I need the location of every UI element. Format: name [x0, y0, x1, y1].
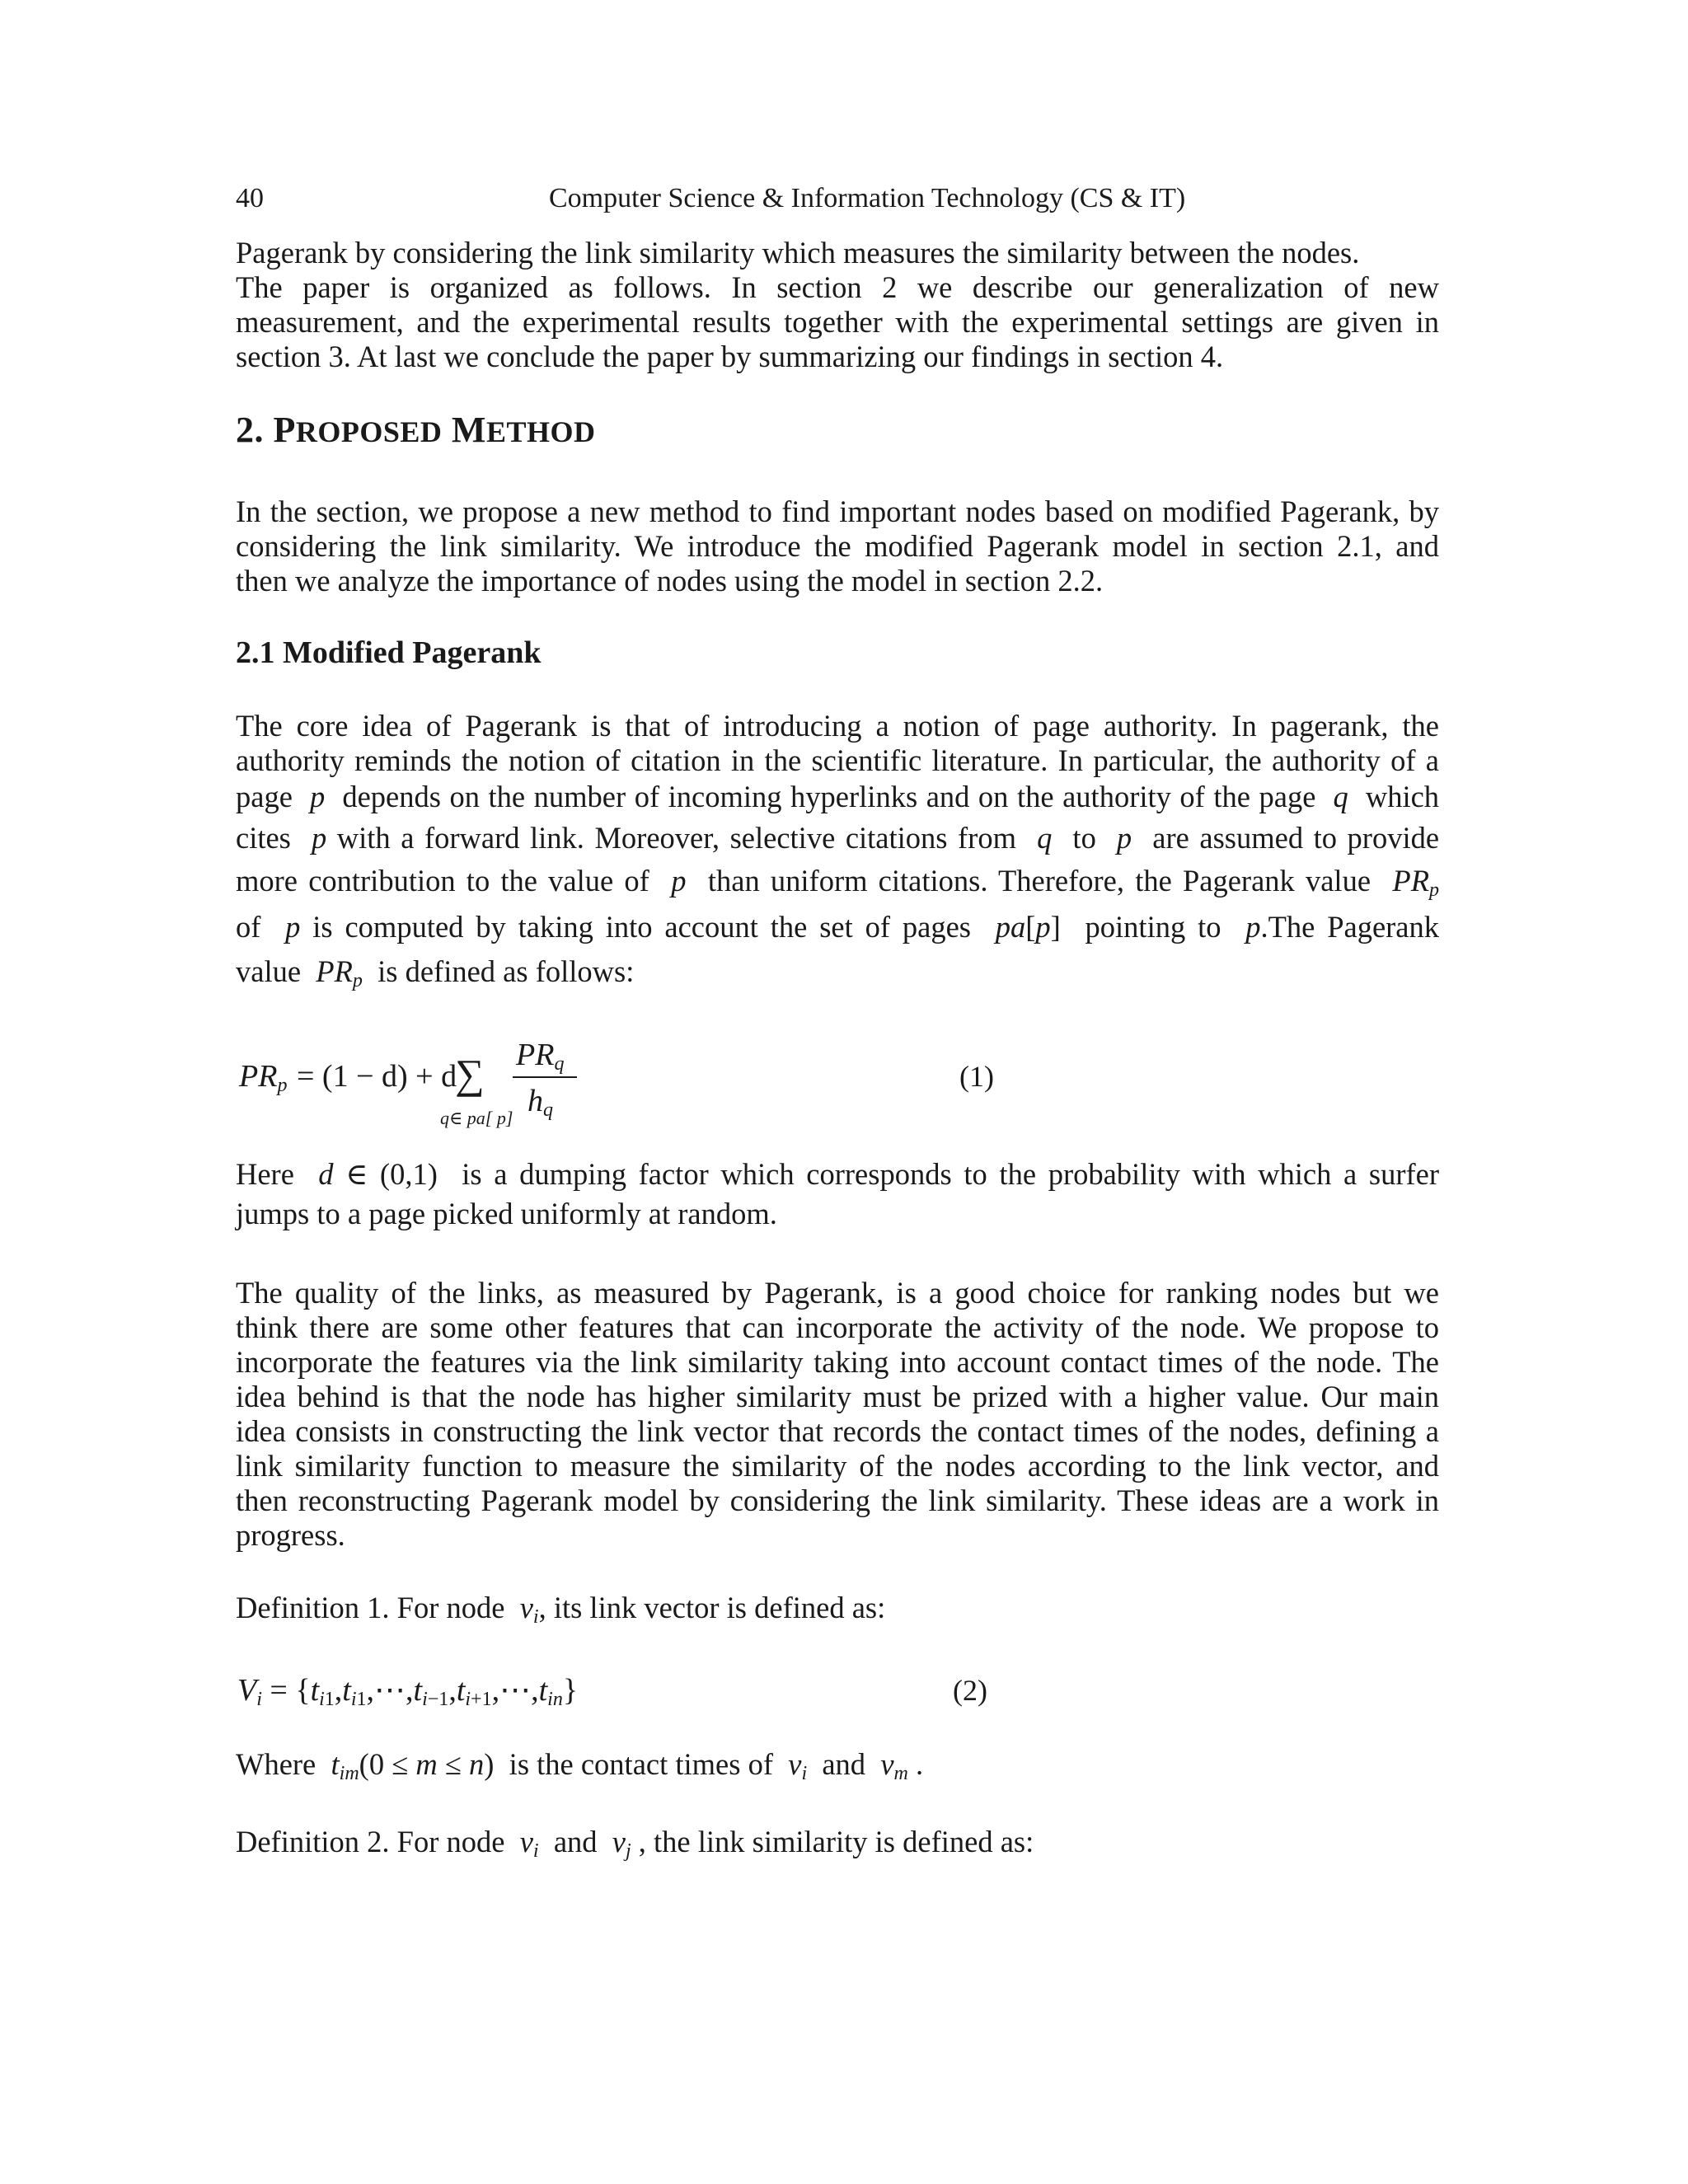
pr-line-2: authority reminds the notion of citation in the scientific literature. In particular, the authority of a	[236, 743, 1439, 777]
dump-line-2: jumps to a page picked uniformly at random.	[236, 1197, 777, 1230]
intro-paragraphs	[236, 236, 1439, 374]
pr-line-1: The core idea of Pagerank is that of introducing a notion of page authority. In pagerank, the	[236, 709, 1439, 743]
subsection-heading: 2.1 Modified Pagerank	[236, 635, 542, 670]
quality-line-5: idea consists in constructing the link vector that records the contact times of the nodes, defining a	[236, 1414, 1439, 1448]
definition-2	[236, 1825, 1439, 1862]
sec2-line-1: In the section, we propose a new method to find important nodes based on modified Pagerank, by	[236, 494, 1439, 528]
sec2-line-3: then we analyze the importance of nodes using the model in section 2.2.	[236, 564, 1104, 598]
where-text: Where $t_{im}(0 \le m \le n)$ is the contact times of $v_i$ and $v_m$ .	[236, 1747, 924, 1784]
quality-line-2: think there are some other features that can incorporate the activity of the node. We propose to	[236, 1310, 1439, 1344]
section-heading: 2. PROPOSED METHOD	[236, 410, 596, 450]
where-line	[236, 1747, 1439, 1782]
subsection-2-1-heading	[236, 635, 1439, 671]
def1-line: Definition 1. For node $v_i$, its link vector is defined as:	[236, 1591, 886, 1628]
definition-1	[236, 1591, 1439, 1628]
section-2-heading	[236, 409, 1439, 451]
pr-line-4: cites p with a forward link. Moreover, selective citations from q to p are assumed to provide	[236, 821, 1440, 855]
pr-line-3: page p depends on the number of incoming hyperlinks and on the authority of the page q which	[236, 780, 1440, 813]
quality-line-6: link similarity function to measure the similarity of the nodes according to the link vector, and	[236, 1449, 1439, 1483]
page-header	[236, 183, 1439, 224]
intro-line-1: Pagerank by considering the link similarity which measures the similarity between the nodes.	[236, 236, 1360, 269]
def2-line: Definition 2. For node $v_i$ and $v_j$ , the link similarity is defined as:	[236, 1825, 1034, 1862]
intro-line-4: section 3. At last we conclude the paper by summarizing our findings in section 4.	[236, 340, 1224, 373]
pr-line-5: more contribution to the value of p than uniform citations. Therefore, the Pagerank value $PR_p$	[236, 864, 1440, 901]
section-2-paragraph	[236, 494, 1439, 598]
quality-line-8: progress.	[236, 1518, 345, 1552]
equation-1-number: (1)	[959, 1060, 994, 1093]
equation-2-number: (2)	[953, 1674, 987, 1707]
equation-2: $V_i$ = $\{t_{i1},t_{i1},\cdots,t_{i-1},t_{i+1},\cdots,t_{in}\}$	[237, 1673, 579, 1710]
dumping-paragraph	[236, 1157, 1439, 1231]
quality-line-1: The quality of the links, as measured by Pagerank, is a good choice for ranking nodes but we	[236, 1276, 1439, 1310]
dump-line-1: Here d ∈ (0,1) is a dumping factor which corresponds to the probability with which a surfer	[236, 1157, 1440, 1191]
pagerank-paragraph	[236, 709, 1439, 989]
pr-line-7: value $PR_p$ is defined as follows:	[236, 954, 635, 991]
sec2-line-2: considering the link similarity. We introduce the modified Pagerank model in section 2.1, and	[236, 529, 1439, 563]
pr-line-6: of p is computed by taking into account the set of pages pa[p] pointing to p.The Pagerank	[236, 910, 1439, 944]
quality-line-7: then reconstructing Pagerank model by considering the link similarity. These ideas are a work in	[236, 1483, 1439, 1517]
quality-line-3: incorporate the features via the link similarity taking into account contact times of the node. The	[236, 1345, 1439, 1379]
quality-paragraph	[236, 1276, 1439, 1553]
intro-line-3: measurement, and the experimental results together with the experimental settings are given in	[236, 305, 1439, 339]
page-number: 40	[236, 183, 264, 213]
quality-line-4: idea behind is that the node has higher similarity must be prized with a higher value. Our main	[236, 1380, 1439, 1413]
intro-line-2: The paper is organized as follows. In section 2 we describe our generalization of new	[236, 270, 1439, 304]
paper-page: 40 Computer Science & Information Technology (CS & IT) Pagerank by considering the link similarity which measures the similarity between the nodes. The paper is organized as follows. In section 2 we describe our generalization of new measurement, and the experimental results together with the experimental settings are given in section 3. At last we conclude the paper by summarizing our findings in section 4. 2. PROPOSED METHOD In the section, we propose a new method to find important nodes based on modified Pagerank, by considering the link similarity. We introduce the modified Pagerank model in section 2.1, and then we analyze the importance of nodes using the model in section 2.2. 2.1 Modified Pagerank The core idea of Pagerank is that of introducing a notion of page authority. In pagerank, the authority reminds the notion of citation in the scientific literature. In particular, the authority of a page p depends on the number of incoming hyperlinks and on the authority of the page q which cites p with a forward link. Moreover, selective citations from q to p are assumed to provide more contribution to the value of p than uniform citations. Therefore, the Pagerank value $PR_p$ of p is computed by taking into account the set of pages pa[p] pointing to p.The Pagerank value $PR_p$ is defined as follows: $PR_p$ = (1 − d) + d ∑ q∈ pa[ p] $PR_q$ $h_q$ (1) Here d ∈ (0,1) is a dumping factor which corresponds to the probability with which a surfer jumps to a page picked uniformly at random. The quality of the links, as measured by Pagerank, is a good choice for ranking nodes but we think there are some other features that can incorporate the activity of the node. We propose to incorporate the features via the link similarity taking into account contact times of the node. The idea behind is that the node has higher similarity must be prized with a higher value. Our main idea consists in constructing the link vector that records the contact times of the nodes, defining a link similarity function to measure the similarity of the nodes according to the link vector, and then reconstructing Pagerank model by considering the link similarity. These ideas are a work in progress. Definition 1. For node $v_i$, its link vector is defined as: $V_i$ = $\{t_{i1},t_{i1},\cdots,t_{i-1},t_{i+1},\cdots,t_{in}\}$ (2) Where $t_{im}(0 \le m \le n)$ is the contact times of $v_i$ and $v_m$ . Definition 2. For node $v_i$ and $v_j$ , the link similarity is defined as:	[236, 183, 1440, 1862]
running-title: Computer Science & Information Technology (CS & IT)	[549, 183, 1186, 213]
